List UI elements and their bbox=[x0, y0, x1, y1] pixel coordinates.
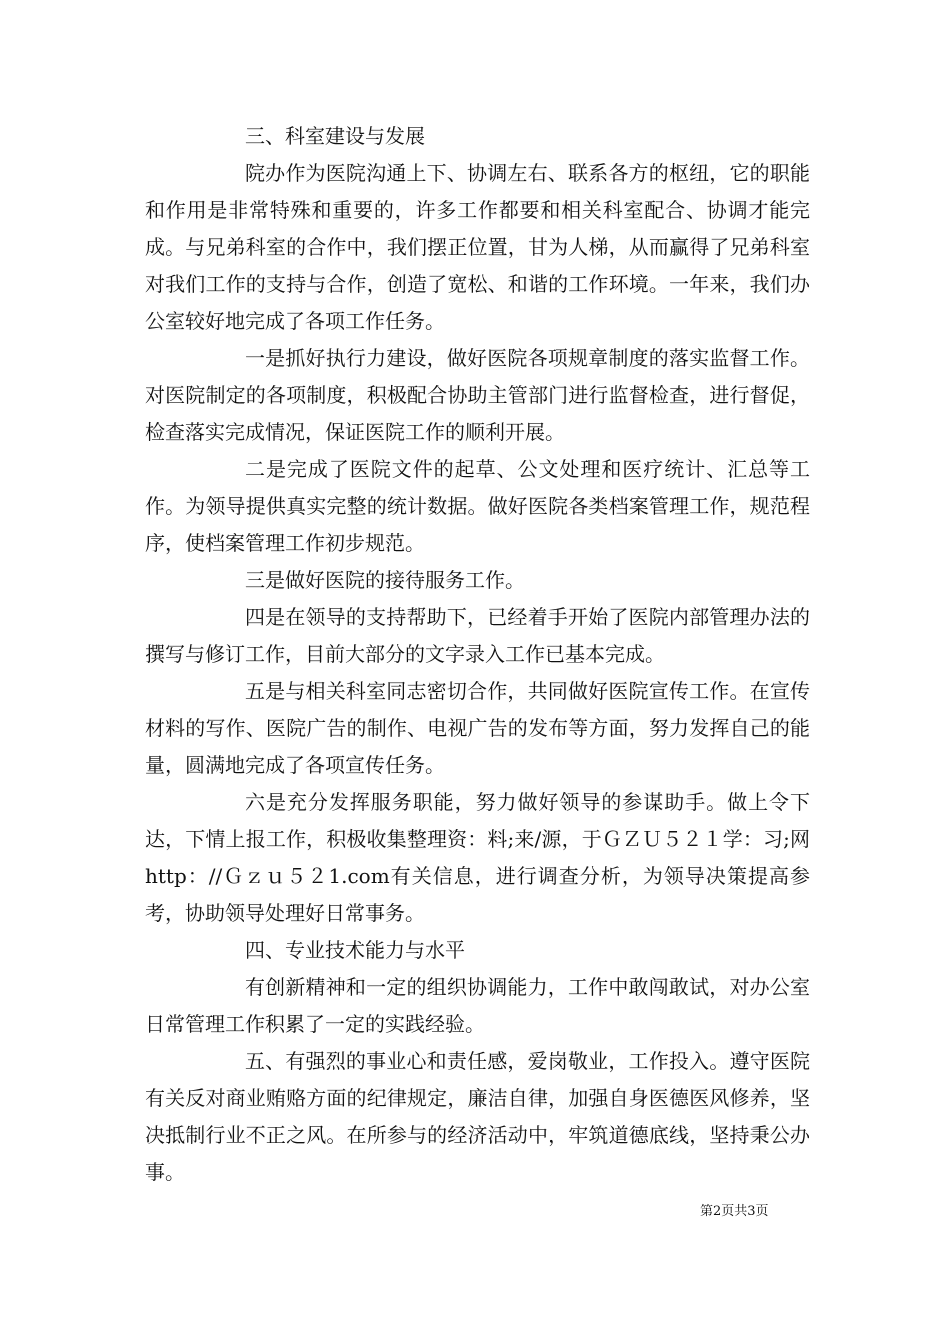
paragraph-item-6: 六是充分发挥服务职能，努力做好领导的参谋助手。做上令下达，下情上报工作，积极收集整理资：料;来/源，于ＧＺＵ５２１学：习;网http：//Ｇｚｕ５２1.com有关信息，进行调查分析，为领导决策提高参考，协助领导处理好日常事务。 bbox=[145, 790, 810, 925]
paragraph-section-5: 五、有强烈的事业心和责任感，爱岗敬业，工作投入。遵守医院有关反对商业贿赂方面的纪律规定，廉洁自律，加强自身医德医风修养，坚决抵制行业不正之风。在所参与的经济活动中，牢筑道德底线，坚持秉公办事。 bbox=[145, 1049, 810, 1184]
section-heading-3: 三、科室建设与发展 bbox=[245, 124, 425, 148]
document-body bbox=[145, 118, 810, 1191]
paragraph-item-5: 五是与相关科室同志密切合作，共同做好医院宣传工作。在宣传材料的写作、医院广告的制作、电视广告的发布等方面，努力发挥自己的能量，圆满地完成了各项宣传任务。 bbox=[145, 679, 810, 777]
paragraph-skills: 有创新精神和一定的组织协调能力，工作中敢闯敢试，对办公室日常管理工作积累了一定的实践经验。 bbox=[145, 975, 810, 1036]
paragraph-item-1: 一是抓好执行力建设，做好医院各项规章制度的落实监督工作。对医院制定的各项制度，积极配合协助主管部门进行监督检查，进行督促，检查落实完成情况，保证医院工作的顺利开展。 bbox=[145, 346, 810, 444]
page-number: 第2页共3页 bbox=[700, 1204, 769, 1219]
paragraph-office-role: 院办作为医院沟通上下、协调左右、联系各方的枢纽，它的职能和作用是非常特殊和重要的，许多工作都要和相关科室配合、协调才能完成。与兄弟科室的合作中，我们摆正位置，甘为人梯，从而赢得了兄弟科室对我们工作的支持与合作，创造了宽松、和谐的工作环境。一年来，我们办公室较好地完成了各项工作任务。 bbox=[145, 161, 810, 333]
paragraph-item-4: 四是在领导的支持帮助下，已经着手开始了医院内部管理办法的撰写与修订工作，目前大部分的文字录入工作已基本完成。 bbox=[145, 605, 810, 666]
paragraph-item-2: 二是完成了医院文件的起草、公文处理和医疗统计、汇总等工作。为领导提供真实完整的统计数据。做好医院各类档案管理工作，规范程序，使档案管理工作初步规范。 bbox=[145, 457, 810, 555]
paragraph-item-3: 三是做好医院的接待服务工作。 bbox=[245, 568, 525, 592]
section-heading-4: 四、专业技术能力与水平 bbox=[245, 938, 465, 962]
